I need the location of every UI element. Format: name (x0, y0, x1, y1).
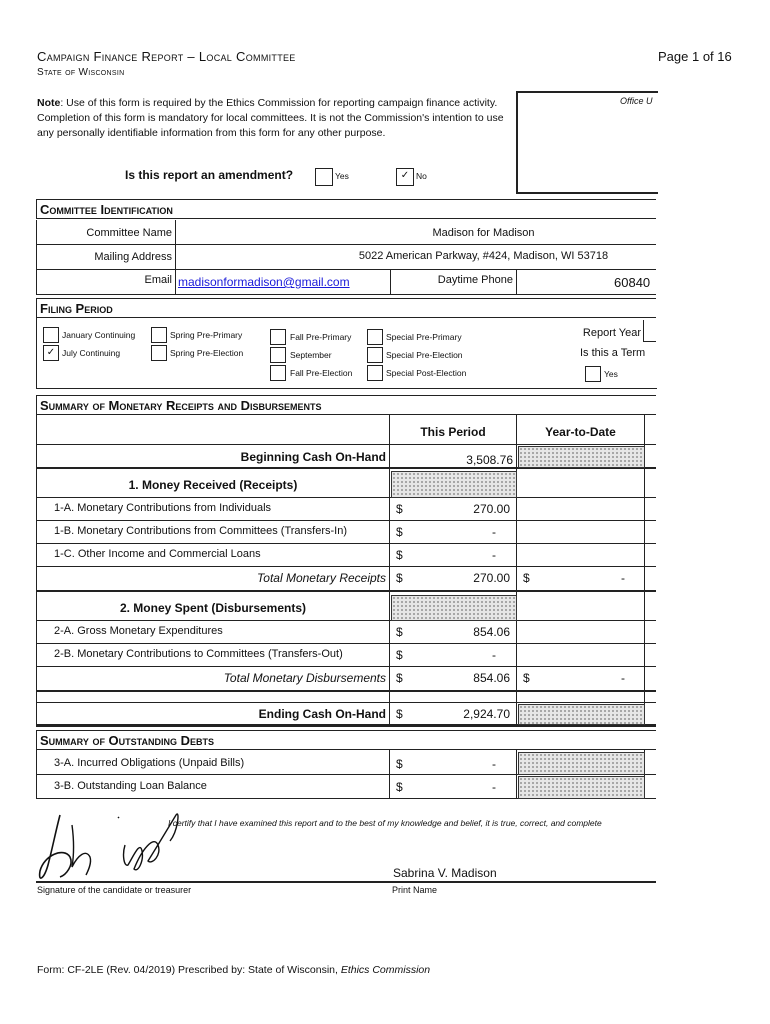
row-1c-currency: $ (396, 548, 403, 562)
row-2a-label: 2-A. Gross Monetary Expenditures (54, 625, 223, 637)
special-post-election-label: Special Post-Election (386, 368, 467, 378)
form-title: Campaign Finance Report – Local Committee (37, 49, 296, 64)
row-2b-currency: $ (396, 648, 403, 662)
row-3b-currency: $ (396, 780, 403, 794)
row-3b-value[interactable]: - (492, 780, 496, 794)
spring-pre-primary-label: Spring Pre-Primary (170, 330, 243, 340)
total-disbursements-value[interactable]: 854.06 (473, 671, 510, 685)
daytime-phone-label: Daytime Phone (437, 274, 513, 286)
note-label: Note (37, 97, 61, 109)
ending-cash-currency: $ (396, 707, 403, 721)
ending-cash-label: Ending Cash On-Hand (258, 707, 386, 721)
spring-pre-election-label: Spring Pre-Election (170, 348, 244, 358)
email-value[interactable]: madisonformadison@gmail.com (178, 275, 350, 289)
office-use-box (516, 91, 658, 194)
july-continuing-label: July Continuing (62, 348, 121, 358)
special-pre-election-label: Special Pre-Election (386, 350, 463, 360)
committee-name-label: Committee Name (86, 227, 172, 239)
amendment-yes-label: Yes (335, 171, 349, 181)
total-disb-currency: $ (396, 671, 403, 685)
special-pre-primary-checkbox[interactable] (367, 329, 383, 345)
row-3a-value[interactable]: - (492, 757, 496, 771)
report-year-label: Report Year (582, 327, 641, 339)
footer-text: Form: CF-2LE (Rev. 04/2019) Prescribed by: State of Wisconsin, (37, 964, 338, 976)
total-disbursements-label: Total Monetary Disbursements (223, 671, 386, 685)
fall-pre-primary-checkbox[interactable] (270, 329, 286, 345)
row-1b-currency: $ (396, 525, 403, 539)
fall-pre-primary-label: Fall Pre-Primary (290, 332, 352, 342)
print-name-label: Print Name (392, 885, 438, 895)
termination-yes-checkbox[interactable] (585, 366, 601, 382)
signature-label: Signature of the candidate or treasurer (37, 885, 192, 895)
termination-label: Is this a Term (580, 347, 646, 359)
july-continuing-checkbox[interactable]: ✓ (43, 345, 59, 361)
special-post-election-checkbox[interactable] (367, 365, 383, 381)
spent-heading: 2. Money Spent (Disbursements) (119, 601, 307, 615)
september-label: September (290, 350, 332, 360)
total-receipts-ytd[interactable]: - (621, 571, 625, 585)
row-3a-ytd-shaded (518, 752, 645, 775)
email-label: Email (144, 274, 172, 286)
row-2a-value[interactable]: 854.06 (473, 625, 510, 639)
ending-cash-ytd-shaded (518, 704, 645, 725)
summary-section-title: Summary of Monetary Receipts and Disbursements (36, 395, 656, 415)
total-disb-ytd-currency: $ (523, 671, 530, 685)
special-pre-election-checkbox[interactable] (367, 347, 383, 363)
form-subtitle: State of Wisconsin (37, 67, 125, 78)
row-1b-value[interactable]: - (492, 525, 496, 539)
row-3b-ytd-shaded (518, 776, 645, 799)
beginning-cash-ytd-shaded (518, 446, 645, 468)
debts-section-title: Summary of Outstanding Debts (36, 730, 656, 750)
total-receipts-currency: $ (396, 571, 403, 585)
termination-yes-label: Yes (604, 369, 618, 379)
fall-pre-election-checkbox[interactable] (270, 365, 286, 381)
row-2b-value[interactable]: - (492, 648, 496, 662)
september-checkbox[interactable] (270, 347, 286, 363)
january-continuing-checkbox[interactable] (43, 327, 59, 343)
row-1a-label: 1-A. Monetary Contributions from Individuals (54, 502, 272, 514)
note-text: : Use of this form is required by the Ethics Commission for reporting campaign finance activity. Completion of this form is mandatory for local committees. It is not the Commission's intention to use any personally identifiable information from this form for any other purpose. (37, 97, 504, 139)
daytime-phone-value[interactable]: 60840 (614, 275, 651, 290)
page-number: Page 1 of 16 (658, 49, 732, 64)
row-2a-currency: $ (396, 625, 403, 639)
special-pre-primary-label: Special Pre-Primary (386, 332, 462, 342)
amendment-yes-checkbox[interactable] (315, 168, 333, 186)
committee-section-title: Committee Identification (36, 199, 656, 219)
amendment-no-checkbox[interactable]: ✓ (396, 168, 414, 186)
total-receipts-ytd-currency: $ (523, 571, 530, 585)
receipts-heading-shaded (391, 471, 517, 498)
amendment-no-label: No (416, 171, 427, 181)
form-footer (37, 964, 430, 976)
row-1a-currency: $ (396, 502, 403, 516)
row-1b-label: 1-B. Monetary Contributions from Committees (Transfers-In) (54, 525, 348, 537)
mailing-address-value[interactable]: 5022 American Parkway, #424, Madison, WI 53718 (358, 250, 609, 262)
beginning-cash-value[interactable]: 3,508.76 (466, 453, 513, 467)
committee-name-value[interactable]: Madison for Madison (432, 227, 535, 239)
row-2b-label: 2-B. Monetary Contributions to Committees (Transfers-Out) (54, 648, 343, 660)
note-paragraph (37, 96, 515, 141)
row-1c-value[interactable]: - (492, 548, 496, 562)
col-this-period: This Period (420, 425, 486, 439)
signature-image (30, 805, 210, 885)
receipts-heading: 1. Money Received (Receipts) (128, 478, 298, 492)
ending-cash-value[interactable]: 2,924.70 (463, 707, 510, 721)
total-receipts-label: Total Monetary Receipts (257, 571, 386, 585)
col-year-to-date: Year-to-Date (545, 425, 616, 439)
total-disbursements-ytd[interactable]: - (621, 671, 625, 685)
total-receipts-value[interactable]: 270.00 (473, 571, 510, 585)
row-3a-currency: $ (396, 757, 403, 771)
mailing-address-label: Mailing Address (94, 251, 172, 263)
beginning-cash-label: Beginning Cash On-Hand (240, 450, 386, 464)
row-3b-label: 3-B. Outstanding Loan Balance (54, 780, 207, 792)
office-use-label: Office U (620, 96, 653, 106)
row-3a-label: 3-A. Incurred Obligations (Unpaid Bills) (54, 757, 245, 769)
filing-section-title: Filing Period (36, 298, 656, 318)
row-1c-label: 1-C. Other Income and Commercial Loans (54, 548, 261, 560)
print-name-value[interactable]: Sabrina V. Madison (393, 866, 497, 880)
spring-pre-primary-checkbox[interactable] (151, 327, 167, 343)
spring-pre-election-checkbox[interactable] (151, 345, 167, 361)
fall-pre-election-label: Fall Pre-Election (290, 368, 353, 378)
amendment-question: Is this report an amendment? (125, 168, 294, 182)
footer-italic: Ethics Commission (340, 964, 431, 976)
spent-heading-shaded (391, 595, 517, 621)
january-continuing-label: January Continuing (62, 330, 136, 340)
signature-line (36, 881, 656, 883)
row-1a-value[interactable]: 270.00 (473, 502, 510, 516)
certify-statement: I certify that I have examined this report and to the best of my knowledge and belief, it is true, correct, and complete (168, 818, 602, 828)
